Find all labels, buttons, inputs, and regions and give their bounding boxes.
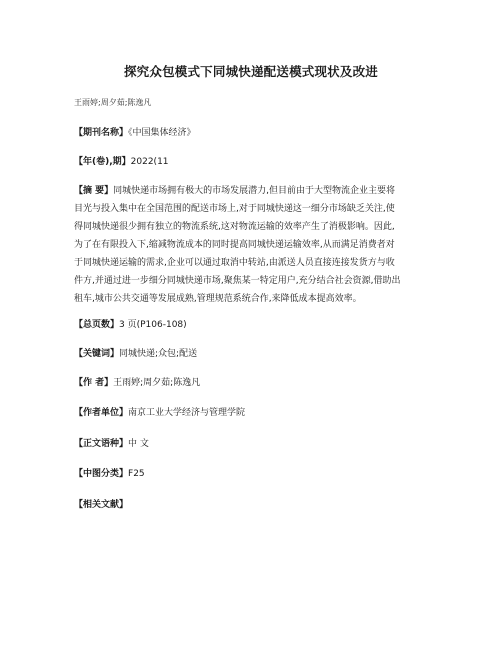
author-field [74, 374, 434, 392]
abstract-line: 于同城快递运输的需求,企业可以通过取消中转站,由派送人员直接连接发货方与收 [74, 258, 395, 268]
journal-label: 【期刊名称】 [74, 128, 129, 138]
pages-value: 3 页(P106-108) [119, 320, 187, 330]
affiliation-field [74, 404, 434, 422]
related-label: 【相关文献】 [74, 500, 129, 510]
abstract-line: 为了在有限投入下,缩减物流成本的同时提高同城快递运输效率,从而满足消费者对 [74, 240, 395, 250]
journal-field [74, 124, 434, 142]
keywords-field [74, 345, 434, 363]
author-label: 【作 者】 [74, 378, 114, 388]
classification-field [74, 465, 434, 483]
issue-label: 【年(卷),期】 [74, 157, 131, 167]
classification-value: F25 [128, 469, 145, 479]
classification-label: 【中图分类】 [74, 469, 129, 479]
language-label: 【正文语种】 [74, 439, 129, 449]
abstract-label: 【摘 要】 [74, 186, 114, 196]
keywords-label: 【关键词】 [74, 349, 120, 359]
abstract-block [74, 182, 434, 308]
pages-field [74, 316, 434, 334]
language-field [74, 435, 434, 453]
related-field [74, 496, 434, 514]
issue-field [74, 153, 434, 171]
affiliation-value: 南京工业大学经济与管理学院 [128, 408, 246, 418]
affiliation-label: 【作者单位】 [74, 408, 129, 418]
document-title: 探究众包模式下同城快递配送模式现状及改进 [123, 64, 378, 79]
language-value: 中 文 [128, 439, 149, 449]
abstract-line: 租车,城市公共交通等发展成熟,管理规范系统合作,来降低成本提高效率。 [74, 294, 362, 304]
abstract-line: 得同城快递很少拥有独立的物流系统,这对物流运输的效率产生了消极影响。因此, [74, 222, 395, 232]
issue-value: 2022(11 [130, 157, 169, 167]
journal-value: 《中国集体经济》 [128, 128, 196, 138]
abstract-text: 同城快递市场拥有极大的市场发展潜力,但目前由于大型物流企业主要将 [113, 186, 396, 196]
authors-line: 王雨婷;周夕茹;陈逸凡 [74, 98, 152, 107]
pages-label: 【总页数】 [74, 320, 120, 330]
keywords-value: 同城快递;众包;配送 [119, 349, 198, 359]
author-value: 王雨婷;周夕茹;陈逸凡 [113, 378, 201, 388]
abstract-line: 目光与投入集中在全国范围的配送市场上,对于同城快递这一细分市场缺乏关注,使 [74, 204, 395, 214]
abstract-line: 件方,并通过进一步细分同城快递市场,聚焦某一特定用户,充分结合社会资源,借助出 [74, 276, 401, 286]
abstract-line [74, 182, 434, 200]
